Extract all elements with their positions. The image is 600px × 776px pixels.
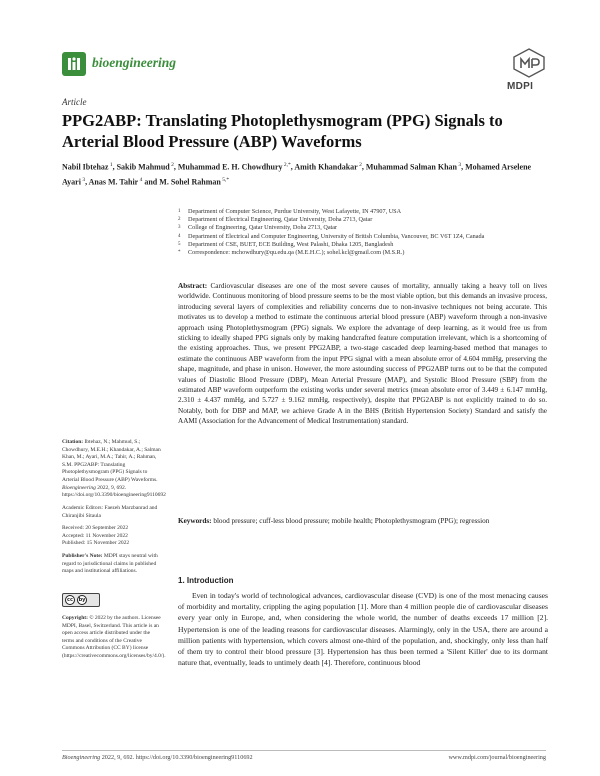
footer-divider bbox=[62, 750, 546, 751]
author-affiliation-mark: 2 bbox=[357, 162, 362, 168]
keywords bbox=[178, 516, 547, 526]
author-list: Nabil Ibtehaz $^1$, Sakib Mahmud $^2$, Muhammad E. H. Chowdhury $^{2,*}$, Amith Khandakar $^2$, Muhammad Salman Khan $^3$, Mohamed Arselene Ayari $^3$, Anas M. Tahir $^4$ and M. Sohel Rahman $^{5,*}$ bbox=[62, 162, 532, 187]
bioengineering-mark-icon bbox=[65, 55, 83, 73]
abstract-label: Abstract: bbox=[178, 282, 208, 290]
citation-text: Ibtehaz, N.; Mahmud, S.; Chowdhury, M.E.H.; Khandakar, A.; Salman Khan, M.; Ayari, M.A.; Tahir, A.; Rahman, S.M. PPG2ABP: Translating Photoplethysmogram (PPG) Signals to Arterial Blood Pressure (ABP) Waveforms. bbox=[62, 439, 161, 483]
affiliation-item bbox=[178, 224, 548, 232]
article-title: PPG2ABP: Translating Photoplethysmogram (PPG) Signals to Arterial Blood Pressure (ABP) Waveforms bbox=[62, 111, 503, 151]
affiliation-mark: 4 bbox=[178, 233, 181, 239]
author-name: M. Sohel Rahman bbox=[159, 177, 221, 187]
copyright-notice bbox=[62, 615, 166, 661]
affiliation-text: Department of CSE, BUET, ECE Building, West Palashi, Dhaka 1205, Bangladesh bbox=[188, 240, 394, 248]
introduction-text: Even in today's world of technological advances, cardiovascular disease (CVD) is one of the most menacing causes of morbidity and mortality, crippling the aging population [1]. More than 4 million people die of cardiovascular diseases every year only in Europe, and, when considering the whole world, the number of deaths exceeds 17 million [2]. Hypertension is one of the leading reasons for cardiovascular diseases. Alarmingly, only in the USA, there are around a million patients with hypertension, which covers almost one-third of the population, and, shockingly, only less than half of them try to control their blood pressure [3]. Hypertension has thus been termed a 'Silent Killer' due to its dormant nature that, eventually, leads to untimely death [4]. Therefore, continuous blood bbox=[178, 591, 548, 668]
author-name: Amith Khandakar bbox=[294, 162, 358, 172]
affiliation-text: Department of Electrical and Computer Engineering, University of British Columbia, Vancouver, BC V6T 1Z4, Canada bbox=[188, 232, 485, 240]
author-name: Muhammad E. H. Chowdhury bbox=[177, 162, 283, 172]
affiliation-item bbox=[178, 249, 548, 257]
copyright-text: © 2022 by the authors. Licensee MDPI, Basel, Switzerland. This article is an open access article distributed under the terms and conditions of the Creative Commons Attribution (CC BY) license (https://creativecommons.org/licenses/by/4.0/). bbox=[62, 615, 166, 659]
author-name: Nabil Ibtehaz bbox=[62, 162, 109, 172]
affiliation-text: Department of Electrical Engineering, Qatar University, Doha 2713, Qatar bbox=[188, 216, 373, 224]
journal-logo-icon bbox=[62, 52, 86, 76]
published-date: Published: 15 November 2022 bbox=[62, 540, 130, 547]
affiliation-item bbox=[178, 216, 548, 224]
author-affiliation-mark: 2,* bbox=[282, 162, 291, 168]
affiliation-text: Correspondence: mchowdhury@qu.edu.qa (M.E.H.C.); sohel.kcl@gmail.com (M.S.R.) bbox=[188, 249, 405, 257]
journal-name: bioengineering bbox=[92, 55, 177, 70]
cc-by-license-icon[interactable] bbox=[62, 593, 100, 607]
author-name: Mohamed Arselene Ayari bbox=[62, 162, 532, 187]
affiliation-item bbox=[178, 233, 548, 241]
citation-volume: 2022, 9, 692. bbox=[97, 484, 127, 491]
author-affiliation-mark: 4 bbox=[138, 177, 143, 184]
publisher-note-label: Publisher's Note: bbox=[62, 553, 103, 559]
footer-citation-text[interactable]: 2022, 9, 692. https://doi.org/10.3390/bioengineering9110692 bbox=[101, 754, 253, 761]
affiliation-mark: 3 bbox=[178, 225, 181, 231]
footer-journal: Bioengineering bbox=[62, 754, 101, 761]
affiliations bbox=[178, 208, 548, 257]
received-date: Received: 20 September 2022 bbox=[62, 525, 129, 531]
author-name: Anas M. Tahir bbox=[88, 177, 139, 187]
cc-icon: cc bbox=[65, 595, 75, 605]
affiliation-mark: 5 bbox=[178, 241, 181, 247]
editors-label: Academic Editors: bbox=[62, 505, 104, 511]
citation-box bbox=[62, 439, 166, 500]
affiliation-text: College of Engineering, Qatar University, Doha 2713, Qatar bbox=[188, 224, 338, 232]
affiliation-mark: * bbox=[178, 250, 181, 256]
academic-editors bbox=[62, 505, 162, 520]
affiliation-mark: 2 bbox=[178, 217, 181, 223]
affiliation-item bbox=[178, 208, 548, 216]
author-name: Muhammad Salman Khan bbox=[365, 162, 457, 172]
citation-journal: Bioengineering bbox=[62, 484, 96, 491]
abstract bbox=[178, 281, 547, 427]
author-affiliation-mark: 5,* bbox=[220, 177, 230, 184]
publisher-note-text: MDPI stays neutral with regard to jurisdictional claims in published maps and institutional affiliations. bbox=[62, 553, 158, 575]
keywords-text: blood pressure; cuff-less blood pressure; mobile health; Photoplethysmogram (PPG); regression bbox=[213, 517, 490, 525]
author-name: Sakib Mahmud bbox=[116, 162, 170, 172]
publisher-note bbox=[62, 553, 162, 576]
author-affiliation-mark: 1 bbox=[108, 162, 113, 168]
author-affiliation-mark: 2 bbox=[169, 162, 174, 168]
mdpi-wordmark: MDPI bbox=[507, 81, 534, 92]
affiliation-text: Department of Computer Science, Purdue University, West Lafayette, IN 47907, USA bbox=[188, 208, 402, 215]
citation-label: Citation: bbox=[62, 439, 84, 445]
editors-text: Faezeh Marzbanrad and Chiranjibi Sitaula bbox=[62, 505, 158, 519]
author-affiliation-mark: 3 bbox=[456, 162, 462, 168]
article-type: Article bbox=[62, 97, 87, 107]
abstract-text: Cardiovascular diseases are one of the most severe causes of mortality, annually taking a heavy toll on lives worldwide. Continuous monitoring of blood pressure seems to be the most viable option, but this demands an invasive process, introducing several layers of complexities and reliability concerns due to non-invasive techniques not being accurate. This motivates us to develop a method to estimate the continuous arterial blood pressure (ABP) waveform through a non-invasive approach using Photoplethysmogram (PPG) signals. We explore the advantage of deep learning, as it would free us from sticking to ideally shaped PPG signals only by making handcrafted feature computation irrelevant, which is a shortcoming of the existing approaches. Thus, we present PPG2ABP, a two-stage cascaded deep learning-based method that manages to estimate the continuous ABP waveform from the input PPG signal with a mean absolute error of 4.604 mmHg, preserving the shape, magnitude, and phase in unison. However, the more astounding success of PPG2ABP turns out to be that the computed values of Diastolic Blood Pressure (DBP), Mean Arterial Pressure (MAP), and Systolic Blood Pressure (SBP) from the estimated ABP waveform outperform the existing works under several metrics (mean absolute error of 3.449 ± 6.147 mmHg, 2.310 ± 4.437 mmHg, and 5.727 ± 9.162 mmHg, respectively), despite that PPG2ABP is not explicitly trained to do so. Notably, both for DBP and MAP, we achieve Grade A in the BHS (British Hypertension Society) Standard and satisfy the AAMI (Association for the Advancement of Medical Instrumentation) standard. bbox=[178, 282, 547, 426]
mdpi-logo-icon bbox=[512, 48, 546, 78]
author-affiliation-mark: 3 bbox=[80, 177, 86, 184]
publication-dates bbox=[62, 525, 162, 548]
by-icon: by bbox=[78, 597, 86, 603]
citation-doi-link[interactable]: https://doi.org/10.3390/bioengineering9110692 bbox=[62, 492, 166, 499]
accepted-date: Accepted: 11 November 2022 bbox=[62, 532, 128, 539]
section-heading-introduction: 1. Introduction bbox=[178, 576, 234, 585]
footer-citation bbox=[62, 754, 253, 761]
affiliation-mark: 1 bbox=[178, 209, 181, 214]
copyright-label: Copyright: bbox=[62, 615, 88, 621]
affiliation-item bbox=[178, 241, 548, 249]
footer-url[interactable]: www.mdpi.com/journal/bioengineering bbox=[448, 754, 546, 761]
keywords-label: Keywords: bbox=[178, 517, 212, 525]
